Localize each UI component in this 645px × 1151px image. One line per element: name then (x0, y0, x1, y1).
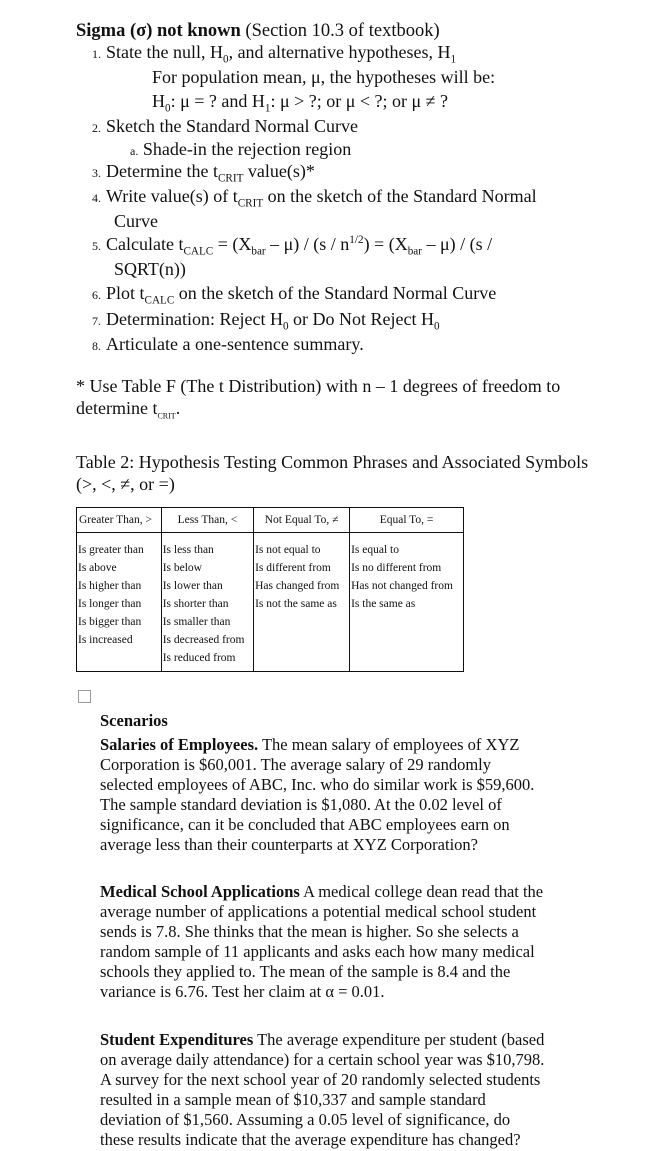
step-8 (92, 334, 582, 356)
scenario-salaries (100, 735, 580, 855)
phrase: Is increased (78, 634, 133, 646)
phrase: Is not the same as (255, 598, 337, 610)
scenario-line: selected employees of ABC, Inc. who do similar work is $59,600. (100, 775, 535, 794)
scenario-line: on average daily attendance) for a certain school year was $10,798. (100, 1050, 545, 1069)
subscript: 0 (165, 102, 171, 115)
header-not-equal: Not Equal To, ≠ (254, 508, 350, 533)
scenario-student-expenditures (100, 1030, 580, 1150)
scenario-medical-school (100, 882, 580, 1002)
text: H (152, 91, 165, 111)
scenarios-heading-text: Scenarios (100, 711, 168, 730)
scenario-line: A survey for the next school year of 20 randomly selected students (100, 1070, 541, 1089)
phrase: Is above (78, 562, 117, 574)
phrase: Is less than (162, 544, 214, 556)
step-4 (92, 186, 582, 208)
scenario-line: deviation of $1,560. Assuming a 0.05 level of significance, do (100, 1110, 511, 1129)
step-text: – μ) / (s / (421, 234, 493, 254)
step-text: = (X (213, 234, 252, 254)
step-text: on the sketch of the Standard Normal (263, 186, 537, 206)
subscript: 1 (450, 53, 457, 66)
scenario-line: sends is 7.8. She thinks that the mean is higher. So she selects a (100, 922, 519, 941)
checkbox[interactable] (78, 690, 91, 703)
greater-than-phrases (77, 537, 162, 672)
step-text: Plot t (106, 283, 145, 303)
step-text: Sketch the Standard Normal Curve (106, 116, 358, 136)
subscript: 0 (434, 320, 440, 333)
phrase: Is different from (255, 562, 331, 574)
subscript: bar (407, 245, 422, 258)
phrase: Is greater than (78, 544, 144, 556)
scenario-line: The average expenditure per student (based (253, 1030, 545, 1049)
phrase: Is reduced from (162, 652, 236, 664)
phrase: Has not changed from (351, 580, 453, 592)
phrase: Is not equal to (255, 544, 321, 556)
phrase: Is bigger than (78, 616, 142, 628)
step-1 (92, 42, 582, 64)
subscript: CRIT (157, 411, 176, 421)
phrase: Is decreased from (162, 634, 245, 646)
step-text: Determination: Reject H (106, 309, 283, 329)
header-less-than: Less Than, < (161, 508, 253, 533)
step-text: Calculate t (106, 234, 184, 254)
subscript: CALC (144, 294, 175, 307)
scenario-line: average number of applications a potential medical school student (100, 902, 537, 921)
phrase: Is equal to (351, 544, 399, 556)
scenario-line: A medical college dean read that the (299, 882, 544, 901)
step-2 (92, 116, 582, 138)
step-5-cont: SQRT(n)) (114, 259, 186, 279)
header-greater-than: Greater Than, > (77, 508, 162, 533)
step-text: Shade-in the rejection region (142, 139, 352, 159)
step-number: 6. (92, 288, 101, 302)
step-7 (92, 309, 582, 331)
phrase: Is higher than (78, 580, 142, 592)
scenario-line: significance, can it be concluded that ABC employees earn on (100, 815, 510, 834)
scenario-line: resulted in a sample mean of $10,337 and sample standard (100, 1090, 486, 1109)
step-number: 4. (92, 191, 101, 205)
phrase: Is smaller than (162, 616, 231, 628)
superscript: 1/2 (349, 234, 364, 246)
step-number: 5. (92, 239, 101, 253)
step-6 (92, 283, 582, 305)
phrase: Is below (162, 562, 202, 574)
scenario-title: Salaries of Employees. (100, 735, 259, 754)
scenario-line: these results indicate that the average expenditure has changed? (100, 1130, 521, 1149)
equal-phrases (350, 537, 464, 672)
step-text: Determine the t (106, 161, 218, 181)
step-text: on the sketch of the Standard Normal Curve (174, 283, 497, 303)
subscript: bar (251, 245, 266, 258)
step-text: or Do Not Reject H (288, 309, 434, 329)
step-text: value(s)* (243, 161, 315, 181)
footnote-text: . (175, 397, 181, 418)
subscript: CRIT (217, 172, 244, 185)
section-heading-rest: (Section 10.3 of textbook) (240, 21, 440, 41)
footnote (76, 376, 586, 420)
step-2a (130, 139, 351, 161)
step-text: State the null, H (106, 42, 223, 62)
phrase: Has changed from (255, 580, 340, 592)
step-number: 1. (92, 47, 101, 61)
subscript: CALC (183, 245, 214, 258)
header-equal: Equal To, = (350, 508, 464, 533)
step-number: 7. (92, 314, 101, 328)
table-row (77, 537, 464, 672)
step-text: Write value(s) of t (106, 186, 238, 206)
subscript: 0 (222, 53, 229, 66)
step-5 (92, 234, 582, 256)
substep-label: a. (130, 144, 139, 158)
table-header-row (77, 508, 464, 533)
scenario-line: The sample standard deviation is $1,080. At the 0.02 level of (100, 795, 502, 814)
phrases-table (76, 507, 464, 672)
step-3 (92, 161, 582, 183)
step-number: 8. (92, 339, 101, 353)
section-heading (76, 20, 440, 43)
phrase: Is shorter than (162, 598, 229, 610)
footnote-text: * Use Table F (The t Distribution) with n – 1 degrees of freedom to determine t (76, 376, 561, 418)
step-text: , and alternative hypotheses, H (228, 42, 451, 62)
step-4-cont: Curve (114, 211, 158, 231)
less-than-phrases (161, 537, 253, 672)
step-text: ) = (X (363, 234, 408, 254)
step-text: – μ) / (s / n (265, 234, 350, 254)
phrase: Is lower than (162, 580, 223, 592)
phrase: Is longer than (78, 598, 142, 610)
text: : μ = ? and H (170, 91, 265, 111)
scenarios-heading (100, 711, 580, 731)
scenario-line: schools they applied to. The mean of the sample is 8.4 and the (100, 962, 511, 981)
scenario-title: Student Expenditures (100, 1030, 254, 1049)
table-caption: Table 2: Hypothesis Testing Common Phrases and Associated Symbols (>, <, ≠, or =) (76, 452, 589, 494)
subscript: CRIT (237, 197, 264, 210)
subscript: 0 (282, 320, 289, 333)
phrase: Is the same as (351, 598, 416, 610)
step-number: 2. (92, 121, 101, 135)
step-number: 3. (92, 166, 101, 180)
step-text: Articulate a one-sentence summary. (106, 334, 364, 354)
scenario-line: The mean salary of employees of XYZ (258, 735, 520, 754)
subscript: 1 (264, 102, 271, 115)
section-heading-bold: Sigma (σ) not known (76, 21, 241, 41)
text: : μ > ?; or μ < ?; or μ ≠ ? (270, 91, 449, 111)
not-equal-phrases (254, 537, 350, 672)
phrase: Is no different from (351, 562, 442, 574)
scenario-line: random sample of 11 applicants and asks each how many medical (100, 942, 535, 961)
step-1-detail: For population mean, μ, the hypotheses will be: (152, 67, 496, 87)
scenario-title: Medical School Applications (100, 882, 300, 901)
scenario-line: Corporation is $60,001. The average salary of 29 randomly (100, 755, 492, 774)
scenario-line: average less than their counterparts at XYZ Corporation? (100, 835, 478, 854)
scenario-line: variance is 6.76. Test her claim at α = 0.01. (100, 982, 385, 1001)
step-1-hypotheses (152, 91, 448, 113)
